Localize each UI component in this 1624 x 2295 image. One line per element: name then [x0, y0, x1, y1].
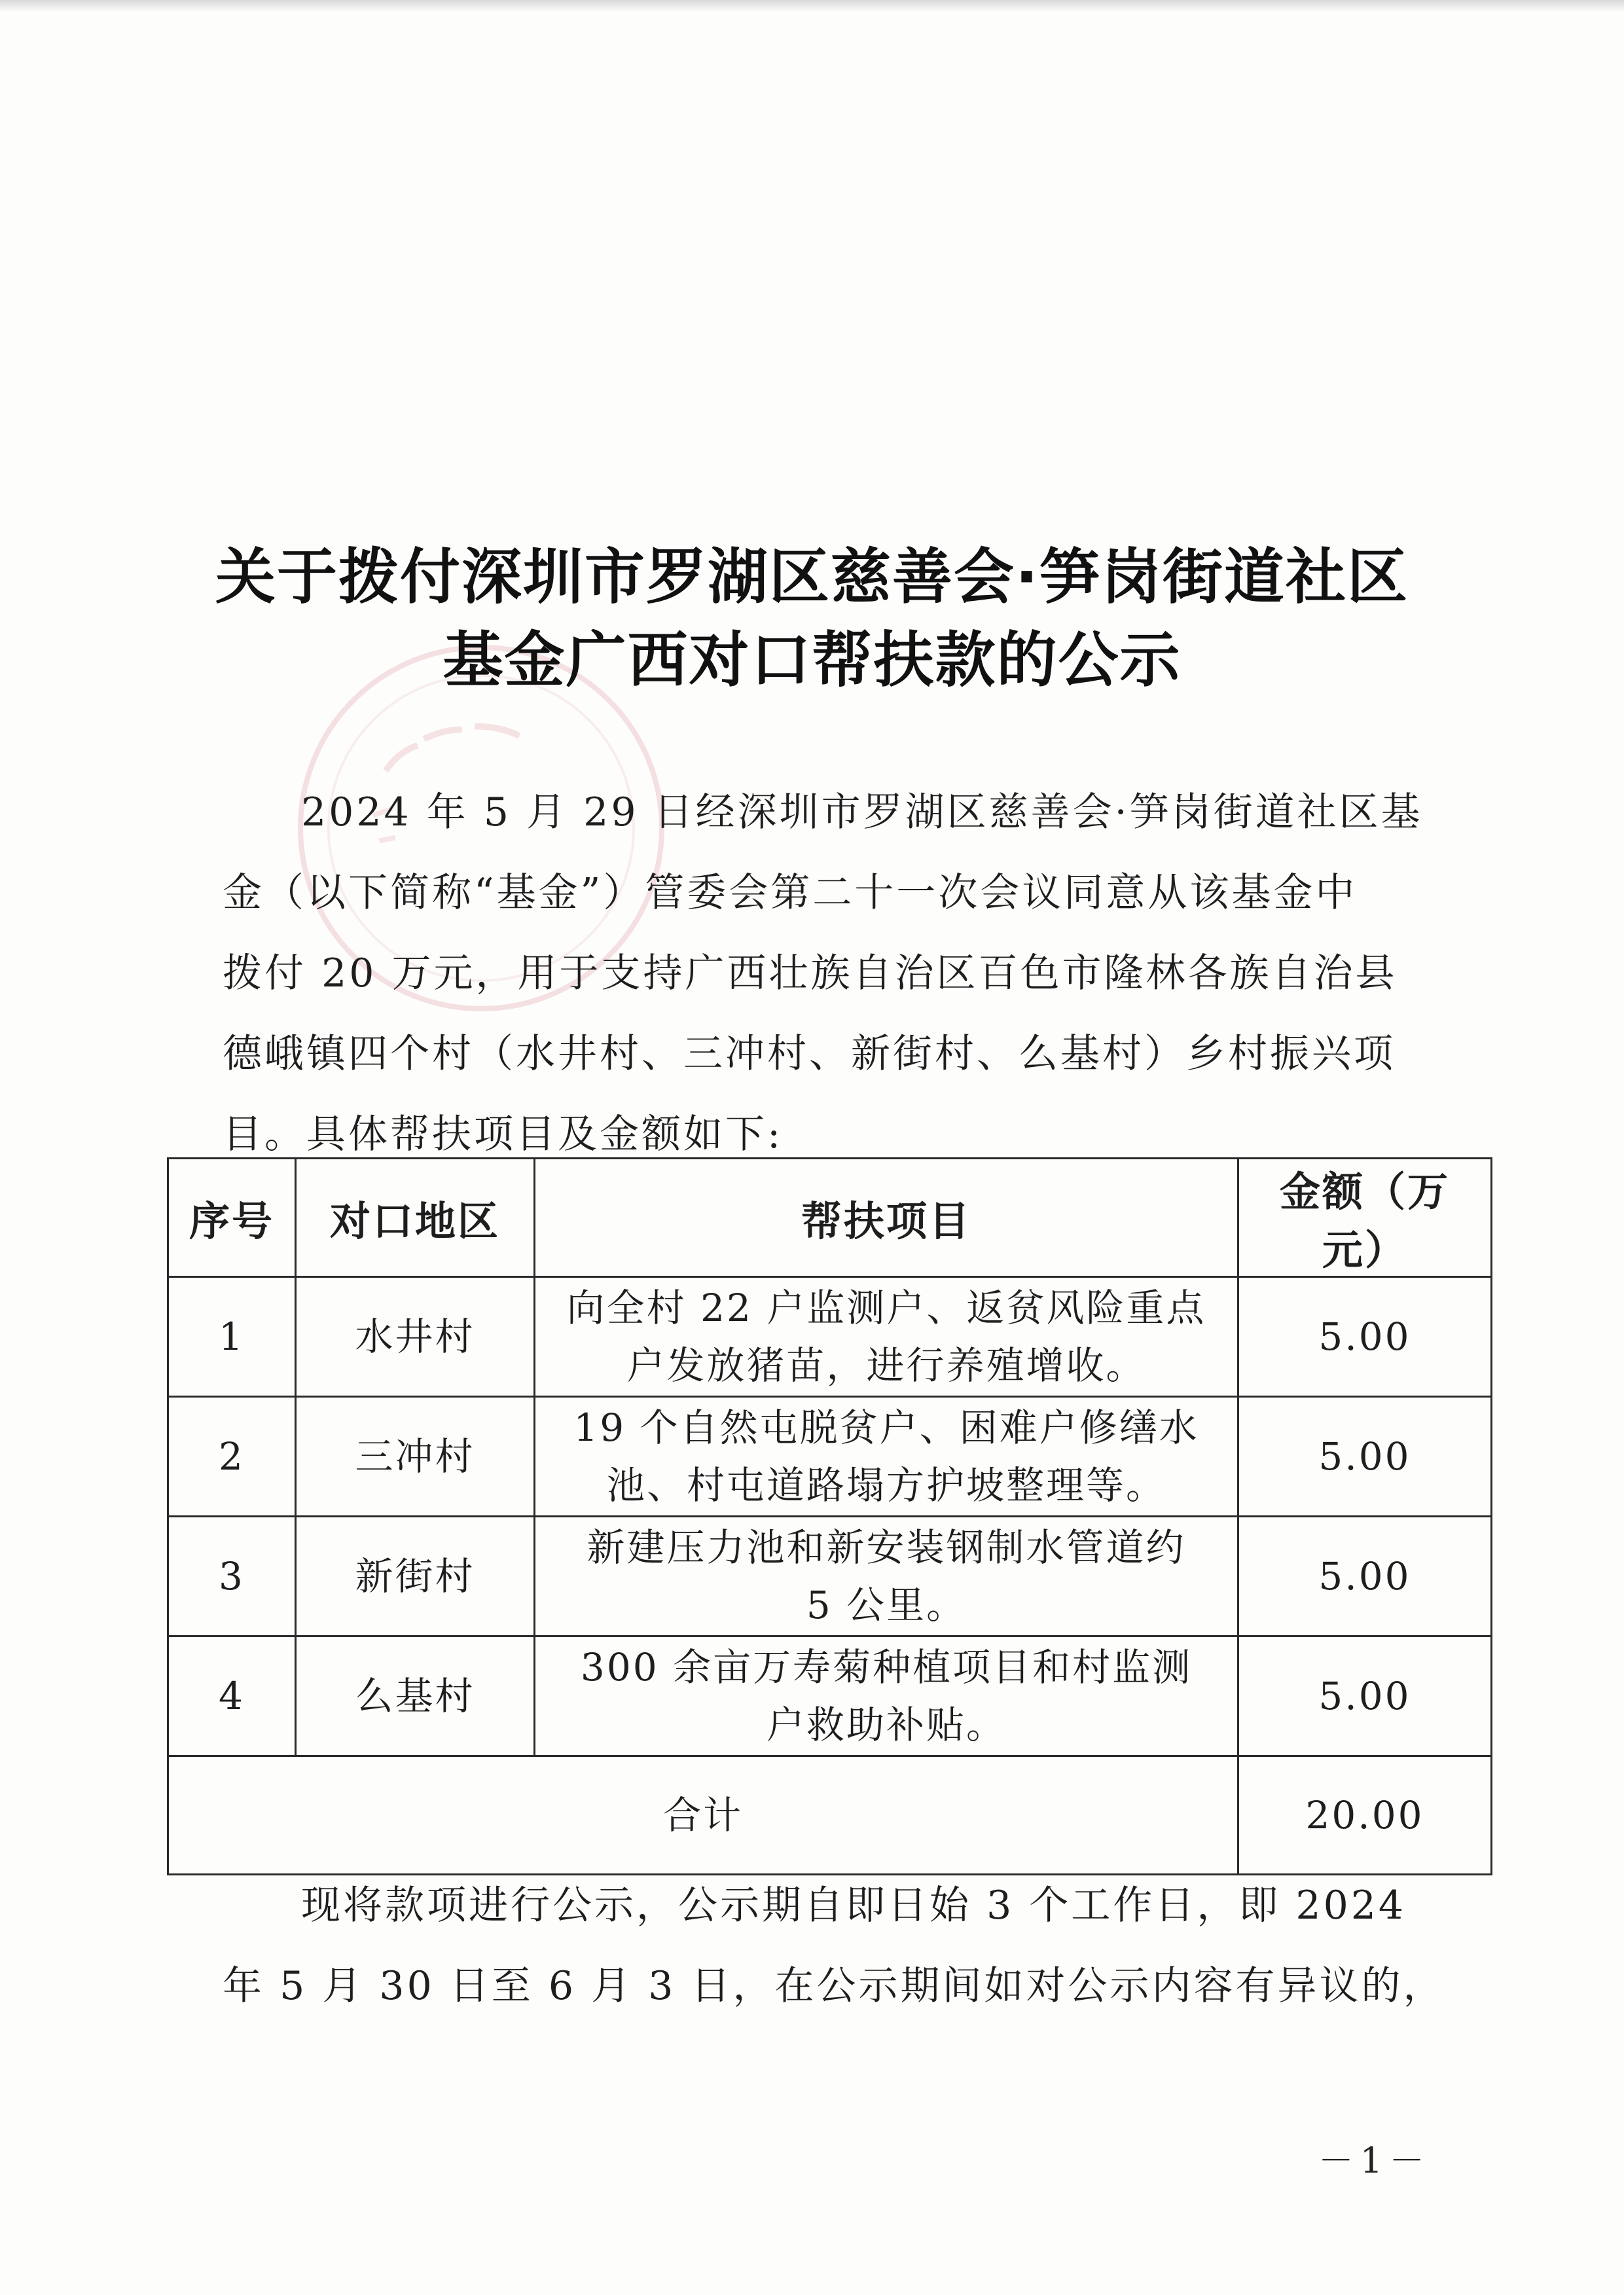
cell-region: 三冲村 [296, 1397, 535, 1517]
aid-projects-table [167, 1157, 1492, 1875]
intro-line: 2024 年 5 月 29 日经深圳市罗湖区慈善会·笋岗街道社区基 [301, 789, 1423, 835]
cell-amount: 5.00 [1238, 1277, 1492, 1397]
closing-line: 现将款项进行公示，公示期自即日始 3 个工作日，即 2024 [301, 1883, 1407, 1928]
header-project: 帮扶项目 [535, 1159, 1238, 1277]
table-row [168, 1397, 1492, 1517]
cell-amount: 5.00 [1238, 1636, 1492, 1756]
cell-serial-number: 3 [168, 1517, 296, 1636]
cell-project-line: 300 余亩万寿菊种植项目和村监测 [580, 1645, 1193, 1690]
total-amount: 20.00 [1238, 1756, 1492, 1875]
cell-serial-number: 2 [168, 1397, 296, 1517]
scan-edge [0, 0, 1624, 12]
intro-line: 金（以下简称“基金”）管委会第二十一次会议同意从该基金中 [223, 870, 1358, 916]
cell-serial-number: 4 [168, 1636, 296, 1756]
cell-project-line: 户发放猪苗，进行养殖增收。 [626, 1343, 1146, 1388]
intro-line: 德峨镇四个村（水井村、三冲村、新街村、么基村）乡村振兴项 [223, 1031, 1396, 1077]
header-region: 对口地区 [296, 1159, 535, 1277]
cell-project-line: 户救助补贴。 [766, 1703, 1006, 1747]
header-serial-number: 序号 [168, 1159, 296, 1277]
cell-region: 水井村 [296, 1277, 535, 1397]
cell-amount: 5.00 [1238, 1397, 1492, 1517]
table-row [168, 1277, 1492, 1397]
cell-project-line: 19 个自然屯脱贫户、困难户修缮水 [573, 1405, 1199, 1450]
cell-project [535, 1277, 1238, 1397]
intro-line: 拨付 20 万元，用于支持广西壮族自治区百色市隆林各族自治县 [223, 950, 1398, 996]
cell-project [535, 1397, 1238, 1517]
page-number: －1－ [1318, 2140, 1432, 2181]
closing-paragraph [223, 1866, 1445, 2027]
table-row [168, 1517, 1492, 1636]
intro-line: 目。具体帮扶项目及金额如下: [223, 1111, 784, 1157]
table-header-row [168, 1159, 1492, 1277]
cell-project-line: 向全村 22 户监测户、返贫风险重点 [566, 1286, 1206, 1330]
cell-region: 么基村 [296, 1636, 535, 1756]
table-total-row [168, 1756, 1492, 1875]
table-row [168, 1636, 1492, 1756]
header-amount: 金额（万元） [1238, 1159, 1492, 1277]
intro-paragraph [223, 772, 1427, 1175]
cell-project-line: 池、村屯道路塌方护坡整理等。 [606, 1463, 1166, 1508]
cell-project [535, 1517, 1238, 1636]
cell-project [535, 1636, 1238, 1756]
document-title-line-2: 基金广西对口帮扶款的公示 [442, 625, 1182, 695]
cell-serial-number: 1 [168, 1277, 296, 1397]
cell-project-line: 5 公里。 [806, 1583, 967, 1627]
cell-project-line: 新建压力池和新安装钢制水管道约 [586, 1525, 1186, 1570]
closing-line: 年 5 月 30 日至 6 月 3 日，在公示期间如对公示内容有异议的， [223, 1963, 1445, 2009]
cell-region: 新街村 [296, 1517, 535, 1636]
document-title-line-1: 关于拨付深圳市罗湖区慈善会·笋岗街道社区 [215, 542, 1409, 612]
cell-amount: 5.00 [1238, 1517, 1492, 1636]
total-label: 合计 [168, 1756, 1238, 1875]
